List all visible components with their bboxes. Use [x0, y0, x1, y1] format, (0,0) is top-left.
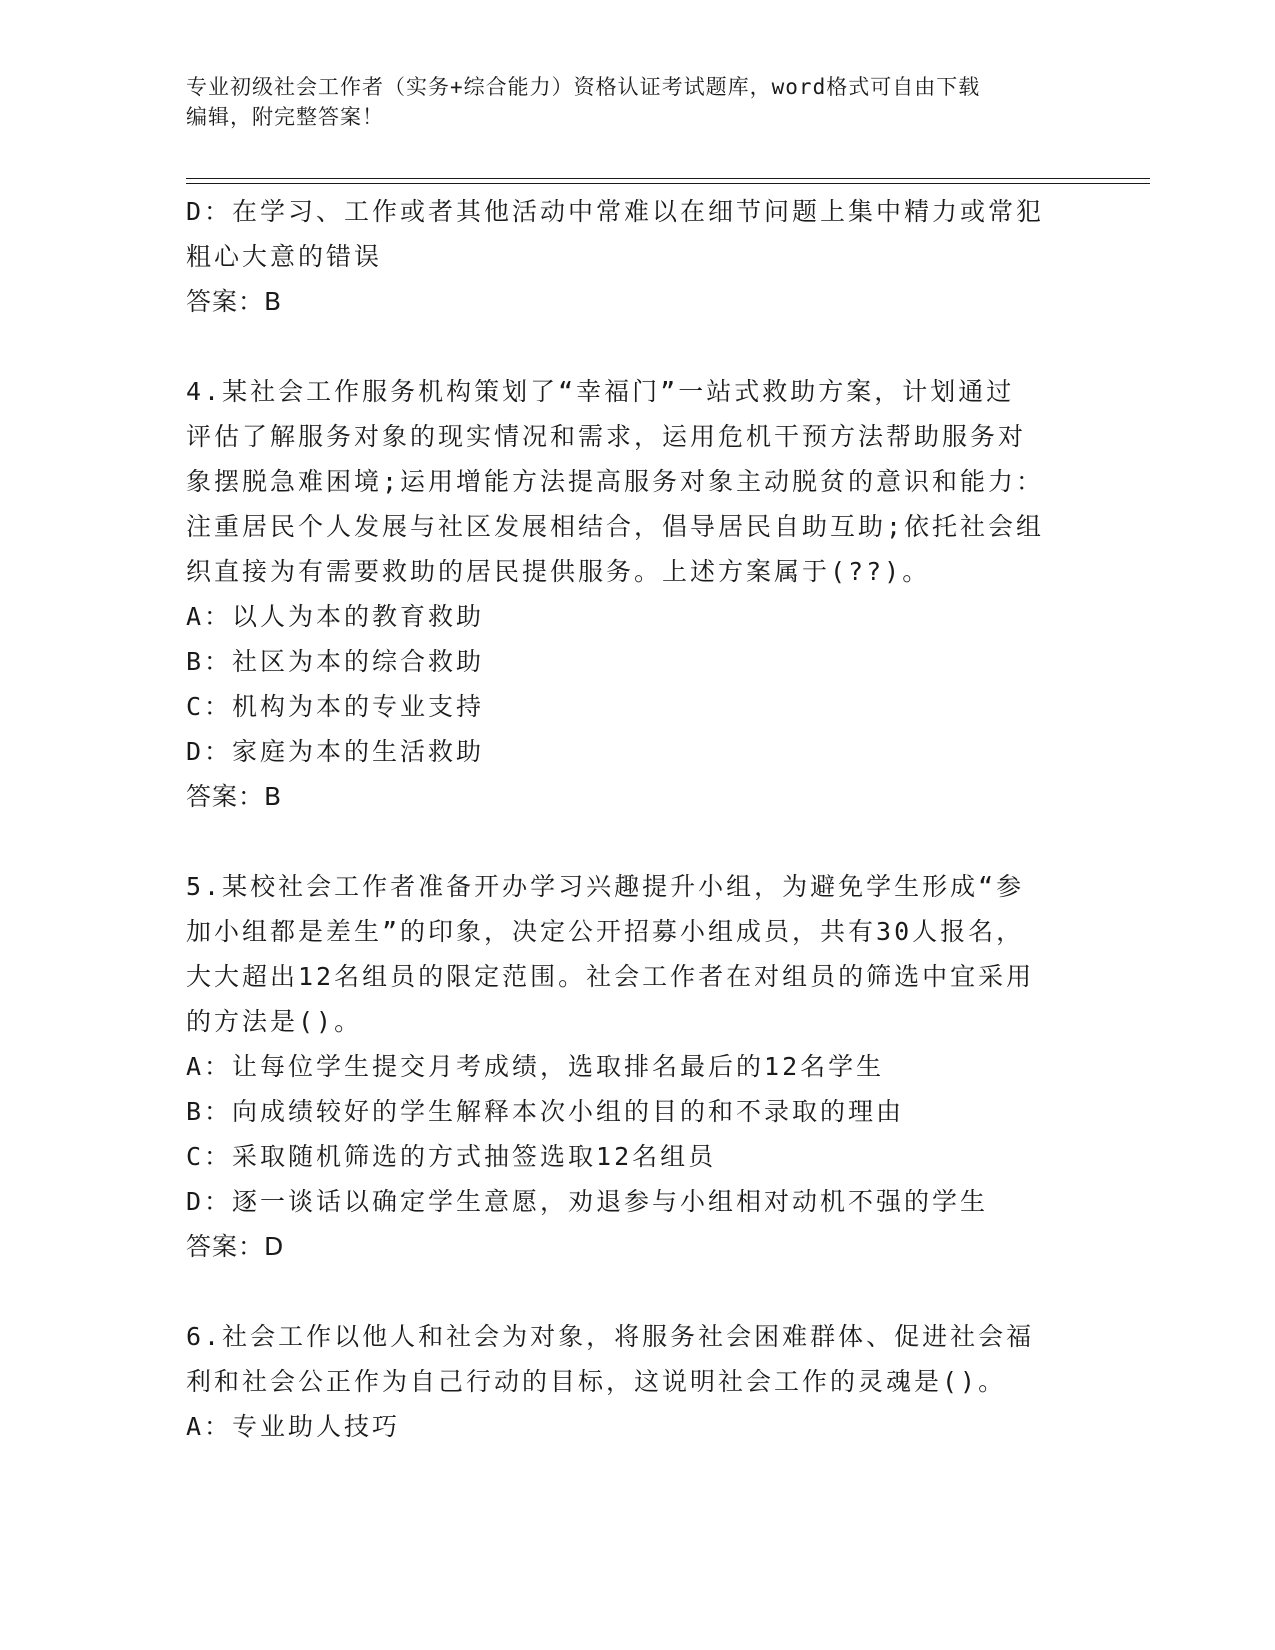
q5-option-b: B：向成绩较好的学生解释本次小组的目的和不录取的理由 [186, 1097, 905, 1126]
header-line-1: 专业初级社会工作者（实务+综合能力）资格认证考试题库，word格式可自由下载 [186, 75, 981, 99]
q5-stem-line-3: 大大超出12名组员的限定范围。社会工作者在对组员的筛选中宜采用 [186, 962, 1035, 991]
header-divider-bottom [186, 183, 1150, 184]
q5-option-c: C：采取随机筛选的方式抽签选取12名组员 [186, 1142, 717, 1171]
spacer [186, 324, 1086, 369]
q3-answer: 答案：B [186, 287, 283, 316]
q4-stem-line-3: 象摆脱急难困境;运用增能方法提高服务对象主动脱贫的意识和能力： [186, 467, 1045, 496]
q5-answer: 答案：D [186, 1232, 285, 1261]
q4-stem-line-5: 织直接为有需要救助的居民提供服务。上述方案属于(??)。 [186, 557, 931, 586]
page-header [186, 72, 1086, 132]
question-4 [186, 369, 1086, 819]
q5-stem-line-2: 加小组都是差生”的印象，决定公开招募小组成员，共有30人报名， [186, 917, 1025, 946]
q4-option-d: D：家庭为本的生活救助 [186, 737, 485, 766]
q5-stem-line-1: 5.某校社会工作者准备开办学习兴趣提升小组，为避免学生形成“参 [186, 872, 1025, 901]
q4-option-b: B：社区为本的综合救助 [186, 647, 485, 676]
q5-option-d: D：逐一谈话以确定学生意愿，劝退参与小组相对动机不强的学生 [186, 1187, 989, 1216]
q5-stem-line-4: 的方法是()。 [186, 1007, 363, 1036]
q4-answer: 答案：B [186, 782, 283, 811]
question-5 [186, 864, 1086, 1269]
q4-stem-line-1: 4.某社会工作服务机构策划了“幸福门”一站式救助方案，计划通过 [186, 377, 1015, 406]
q3-option-d-line-2: 粗心大意的错误 [186, 242, 383, 271]
q5-option-a: A：让每位学生提交月考成绩，选取排名最后的12名学生 [186, 1052, 885, 1081]
question-6 [186, 1314, 1086, 1449]
q4-option-c: C：机构为本的专业支持 [186, 692, 485, 721]
q4-stem-line-4: 注重居民个人发展与社区发展相结合，倡导居民自助互助;依托社会组 [186, 512, 1045, 541]
spacer [186, 1269, 1086, 1314]
q4-stem-line-2: 评估了解服务对象的现实情况和需求，运用危机干预方法帮助服务对 [186, 422, 1027, 451]
question-content [186, 189, 1086, 1449]
spacer [186, 819, 1086, 864]
q6-stem-line-1: 6.社会工作以他人和社会为对象，将服务社会困难群体、促进社会福 [186, 1322, 1035, 1351]
q6-stem-line-2: 利和社会公正作为自己行动的目标，这说明社会工作的灵魂是()。 [186, 1367, 1007, 1396]
q6-option-a: A：专业助人技巧 [186, 1412, 401, 1441]
header-divider-top [186, 178, 1150, 179]
header-line-2: 编辑，附完整答案！ [186, 105, 384, 129]
question-3-tail [186, 189, 1086, 324]
q3-option-d-line-1: D：在学习、工作或者其他活动中常难以在细节问题上集中精力或常犯 [186, 197, 1045, 226]
q4-option-a: A：以人为本的教育救助 [186, 602, 485, 631]
